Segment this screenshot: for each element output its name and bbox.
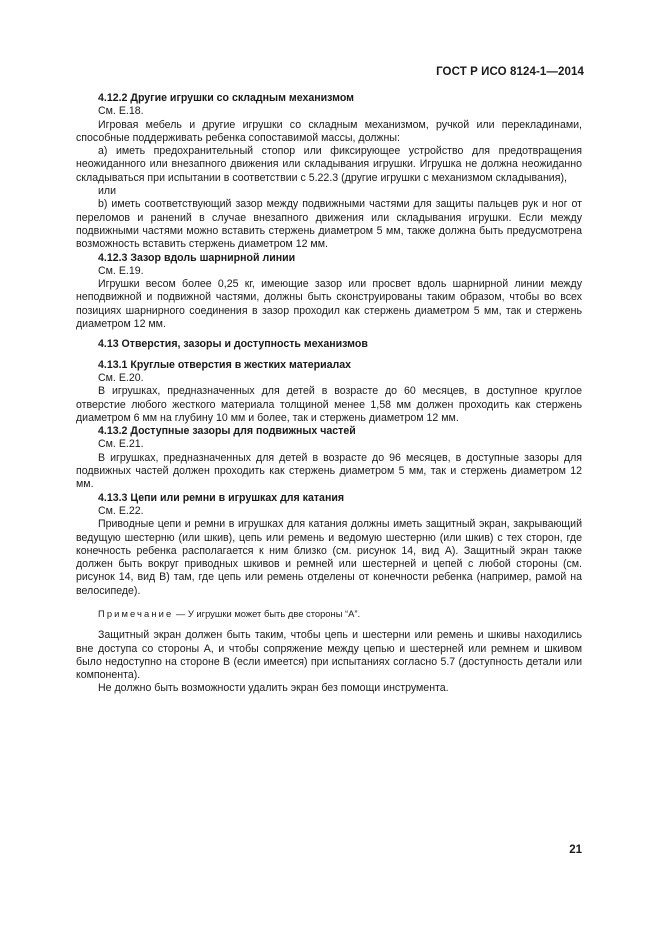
section-4-13-3-title: 4.13.3 Цепи или ремни в игрушках для катания: [98, 491, 345, 504]
section-4-12-2-or: или: [98, 185, 117, 198]
section-4-12-3-see: См. Е.19.: [98, 264, 144, 277]
section-4-12-2-item-a: a) иметь предохранительный стопор или фиксирующее устройство для предотвращения неожиданного или внезапного движения или складывания игрушки. Игрушка не должна неожиданно складываться при испытании в соответствии с 5.22.3 (другие игрушки с механизмом складывания),: [76, 145, 582, 184]
section-4-13-2-see: См. Е.21.: [98, 438, 144, 451]
page-number: 21: [569, 844, 582, 856]
section-4-13-3-paragraph-3: Не должно быть возможности удалить экран без помощи инструмента.: [98, 682, 449, 695]
section-4-13-3-see: См. Е.22.: [98, 504, 144, 517]
section-4-13-3-paragraph-2: Защитный экран должен быть таким, чтобы цепь и шестерни или ремень и шкивы находились вне доступа со стороны А, и чтобы сопряжение между цепью и шестерней или ремнем и шкивом было недоступно на стороне В (если имеется) при испытаниях согласно 5.7 (доступность детали или компонента).: [76, 629, 582, 682]
section-4-13-2-paragraph: В игрушках, предназначенных для детей в возрасте до 96 месяцев, в доступные зазоры для подвижных частей должен проходить как стержень диаметром 5 мм, так и стержень диаметром 12 мм.: [76, 451, 582, 491]
section-4-12-3-title: 4.12.3 Зазор вдоль шарнирной линии: [98, 251, 296, 264]
document-body: [76, 92, 582, 696]
section-4-12-2-item-b: b) иметь соответствующий зазор между подвижными частями для защиты пальцев рук и ног от переломов и ранений в случае внезапного движения или складывания игрушки. Если между подвижными частями можно вставить стержень диаметром 5 мм, также должна быть предусмотрена возможность вставить стержень диаметром 12 мм.: [76, 198, 582, 251]
section-4-13-1-see: См. Е.20.: [98, 371, 144, 384]
section-4-13-2-title: 4.13.2 Доступные зазоры для подвижных частей: [98, 425, 356, 438]
section-4-13-title: 4.13 Отверстия, зазоры и доступность механизмов: [98, 338, 368, 351]
note: [76, 607, 582, 620]
section-4-13-3-paragraph: Приводные цепи и ремни в игрушках для катания должны иметь защитный экран, закрывающий ведущую шестерню (или шкив), цепь или ремень и ведомую шестерню (или шкив) с тех сторон, где конечность ребенка располагается к ним близко (см. рисунок 14, вид А). Защитный экран также должен быть вокруг приводных шкивов и ремней или шестерней и цепей с любой стороны (см. рисунок 14, вид В) там, где цепь или ремень отделены от конечности ребенка (например, рамой на велосипеде).: [76, 518, 582, 597]
section-4-12-2-title: 4.12.2 Другие игрушки со складным механизмом: [98, 92, 355, 104]
note-label: Примечание: [98, 607, 174, 619]
section-4-13-1-paragraph: В игрушках, предназначенных для детей в возрасте до 60 месяцев, в доступное круглое отверстие любого жесткого материала толщиной менее 1,58 мм должен проходить как стержень диаметром 6 мм на глубину 10 мм и более, так и стержень диаметром 12 мм.: [76, 385, 582, 424]
section-4-12-3-paragraph: Игрушки весом более 0,25 кг, имеющие зазор или просвет вдоль шарнирной линии между неподвижной и подвижной частями, должны быть сконструированы таким образом, чтобы во всех позициях шарнирного соединения в зазор проходил как стержень диаметром 5 мм, так и стержень диаметром 12 мм.: [76, 278, 582, 331]
section-4-12-2-see: См. Е.18.: [98, 105, 144, 118]
section-4-13-1-title: 4.13.1 Круглые отверстия в жестких материалах: [98, 358, 352, 371]
note-text: — У игрушки может быть две стороны “А”.: [173, 607, 361, 619]
standard-header: ГОСТ Р ИСО 8124-1—2014: [436, 66, 584, 78]
section-4-12-2-paragraph: Игровая мебель и другие игрушки со складным механизмом, ручкой или перекладинами, способные поддерживать ребенка сопоставимой массы, должны:: [76, 118, 582, 144]
